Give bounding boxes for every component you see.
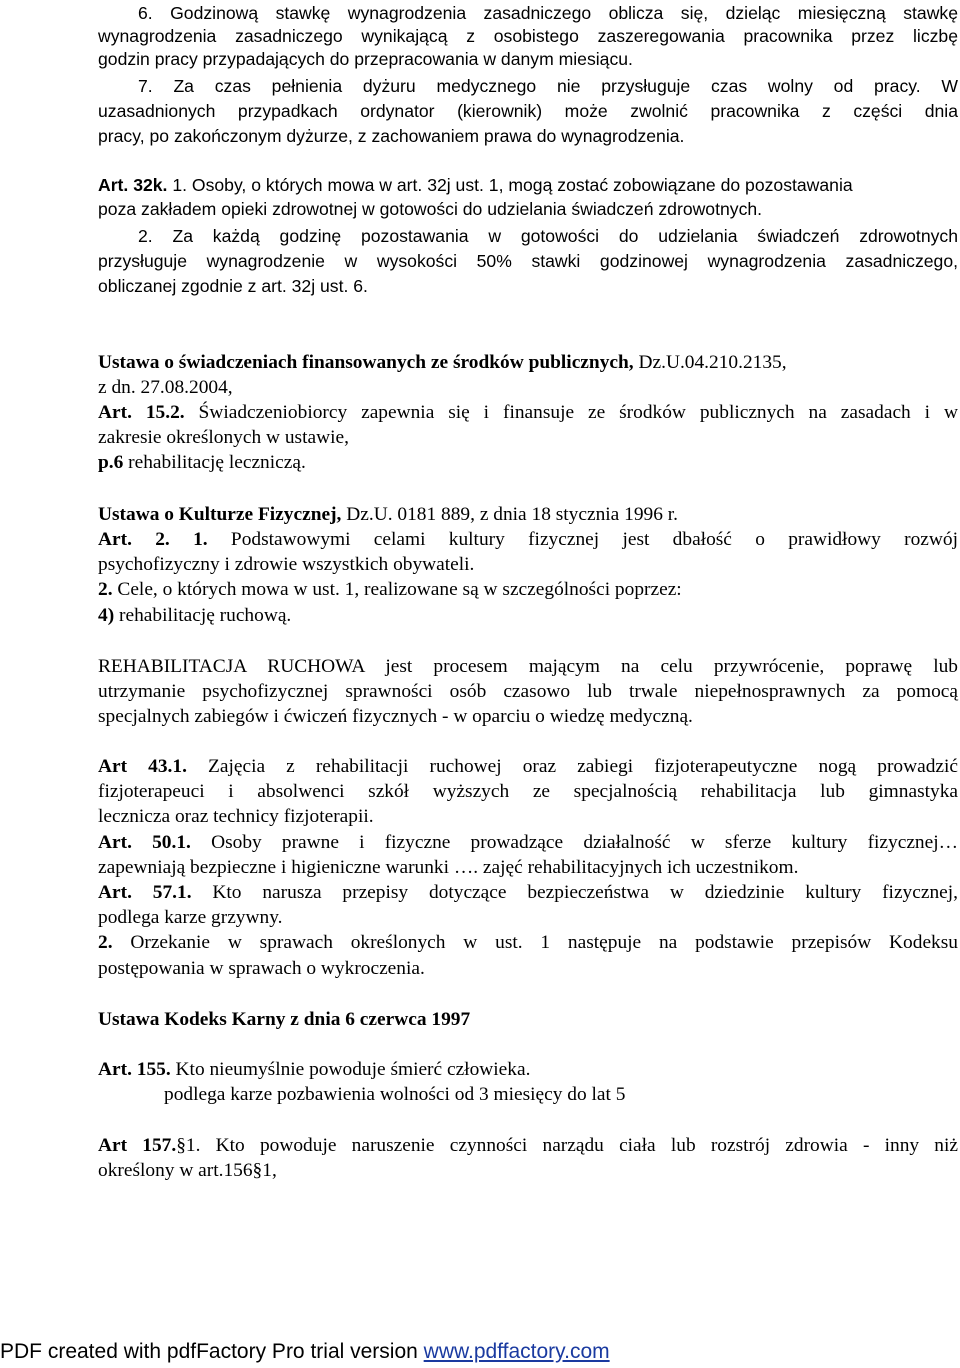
article-text: Osoby prawne i fizyczne prowadzące działalność w sferze kultury fizycznej… (190, 832, 959, 853)
article-157 (98, 1133, 958, 1158)
paragraph-line: REHABILITACJA RUCHOWA jest procesem mającym na celu przywrócenie, poprawę lub (98, 656, 958, 677)
point-ref: p.6 (98, 452, 124, 473)
point-text: Cele, o których mowa w ust. 1, realizowane są w szczególności poprzez: (112, 579, 682, 600)
paragraph-line: godzin pracy przypadających do przepracowania w danym miesiącu. (98, 49, 633, 69)
point-text: Orzekanie w sprawach określonych w ust. 1 następuje na podstawie przepisów Kodeksu (112, 932, 958, 953)
point-6 (98, 450, 958, 475)
article-text: Podstawowymi celami kultury fizycznej jest dbałość o prawidłowy rozwój (207, 529, 958, 550)
paragraph-line: obliczanej zgodnie z art. 32j ust. 6. (98, 276, 368, 296)
paragraph-line: podlega karze grzywny. (98, 907, 283, 928)
point-2 (98, 577, 958, 602)
article-text: Świadczeniobiorcy zapewnia się i finansuje ze środków publicznych na zasadach i w (184, 402, 958, 423)
article-43-1 (98, 754, 958, 779)
article-ref: Art. 155. (98, 1059, 171, 1080)
article-50-1 (98, 830, 958, 855)
paragraph-line: pracy, po zakończonym dyżurze, z zachowaniem prawa do wynagrodzenia. (98, 126, 685, 146)
paragraph-line: lecznicza oraz technicy fizjoterapii. (98, 806, 374, 827)
point-ref: 4) (98, 605, 115, 626)
paragraph-line: postępowania w sprawach o wykroczenia. (98, 958, 425, 979)
paragraph-line: psychofizyczny i zdrowie wszystkich obywateli. (98, 554, 475, 575)
act-title-text: Ustawa Kodeks Karny z dnia 6 czerwca 1997 (98, 1009, 471, 1030)
paragraph-line: zapewniają bezpieczne i higieniczne warunki …. zajęć rehabilitacyjnych ich uczestnikom. (98, 857, 799, 878)
article-15-2 (98, 400, 958, 425)
article-text: 1. Osoby, o których mowa w art. 32j ust. 1, mogą zostać zobowiązane do pozostawania (167, 175, 853, 195)
article-ref: Art. 15.2. (98, 402, 185, 423)
point-text: rehabilitację leczniczą. (123, 452, 306, 473)
point-ref: 2. (98, 932, 113, 953)
paragraph-line: 2. Za każdą godzinę pozostawania w gotowości do udzielania świadczeń zdrowotnych (138, 226, 958, 246)
paragraph-line: uzasadnionych przypadkach ordynator (kierownik) może zwolnić pracownika z części dnia (98, 101, 958, 121)
article-ref: Art. 50.1. (98, 832, 191, 853)
paragraph-line: zakresie określonych w ustawie, (98, 427, 349, 448)
paragraph-line: utrzymanie psychofizycznej sprawności osób czasowo lub trwale niepełnosprawnych za pomocą (98, 681, 958, 702)
point-text: rehabilitację ruchową. (114, 605, 292, 626)
point-ref: 2. (98, 579, 113, 600)
footer-link[interactable]: www.pdffactory.com (423, 1340, 610, 1363)
article-ref: Art. 57.1. (98, 882, 192, 903)
article-ref: Art. 2. 1. (98, 529, 208, 550)
paragraph-line: podlega karze pozbawienia wolności od 3 miesięcy do lat 5 (164, 1084, 626, 1105)
article-text: Kto narusza przepisy dotyczące bezpieczeństwa w dziedzinie kultury fizycznej, (191, 882, 958, 903)
paragraph-line: przysługuje wynagrodzenie w wysokości 50% stawki godzinowej wynagrodzenia zasadniczego, (98, 251, 958, 271)
article-text: §1. Kto powoduje naruszenie czynności narządu ciała lub rozstrój zdrowia - inny niż (176, 1135, 958, 1156)
act-date: z dn. 27.08.2004, (98, 377, 233, 398)
article-ref: Art. 32k. (98, 175, 168, 195)
act-reference: Dz.U. 0181 889, z dnia 18 stycznia 1996 r. (341, 504, 678, 525)
paragraph-line: 7. Za czas pełnienia dyżuru medycznego nie przysługuje czas wolny od pracy. W (138, 76, 958, 96)
paragraph-line: fizjoterapeuci i absolwenci szkół wyższych ze specjalnością rehabilitacja lub gimnastyka (98, 781, 958, 802)
article-57-1 (98, 880, 958, 905)
point-4 (98, 603, 958, 628)
article-text: Kto nieumyślnie powoduje śmierć człowieka. (170, 1059, 531, 1080)
act-reference: Dz.U.04.210.2135, (633, 352, 787, 373)
article-32k (98, 174, 958, 197)
act-title (98, 1007, 958, 1032)
article-ref: Art 43.1. (98, 756, 187, 777)
paragraph-line: wynagrodzenia zasadniczego wynikającą z osobistego zaszeregowania pracownika przez liczbę (98, 26, 958, 46)
pdf-footer (0, 1338, 610, 1366)
article-155 (98, 1057, 958, 1082)
act-title: Ustawa o Kulturze Fizycznej, (98, 504, 342, 525)
act-title: Ustawa o świadczeniach finansowanych ze środków publicznych, (98, 352, 634, 373)
paragraph-line: poza zakładem opieki zdrowotnej w gotowości do udzielania świadczeń zdrowotnych. (98, 199, 763, 219)
paragraph-line: określony w art.156§1, (98, 1160, 277, 1181)
article-text: Zajęcia z rehabilitacji ruchowej oraz zabiegi fizjoterapeutyczne nogą prowadzić (186, 756, 958, 777)
paragraph-line: 6. Godzinową stawkę wynagrodzenia zasadniczego oblicza się, dzieląc miesięczną stawkę (138, 3, 958, 23)
act-title-line (98, 350, 958, 375)
paragraph-line: specjalnych zabiegów i ćwiczeń fizycznych - w oparciu o wiedzę medyczną. (98, 706, 693, 727)
article-ref: Art 157. (98, 1135, 177, 1156)
act-title-line (98, 502, 958, 527)
point-2 (98, 930, 958, 955)
article-2-1 (98, 527, 958, 552)
footer-text: PDF created with pdfFactory Pro trial version (0, 1340, 424, 1363)
